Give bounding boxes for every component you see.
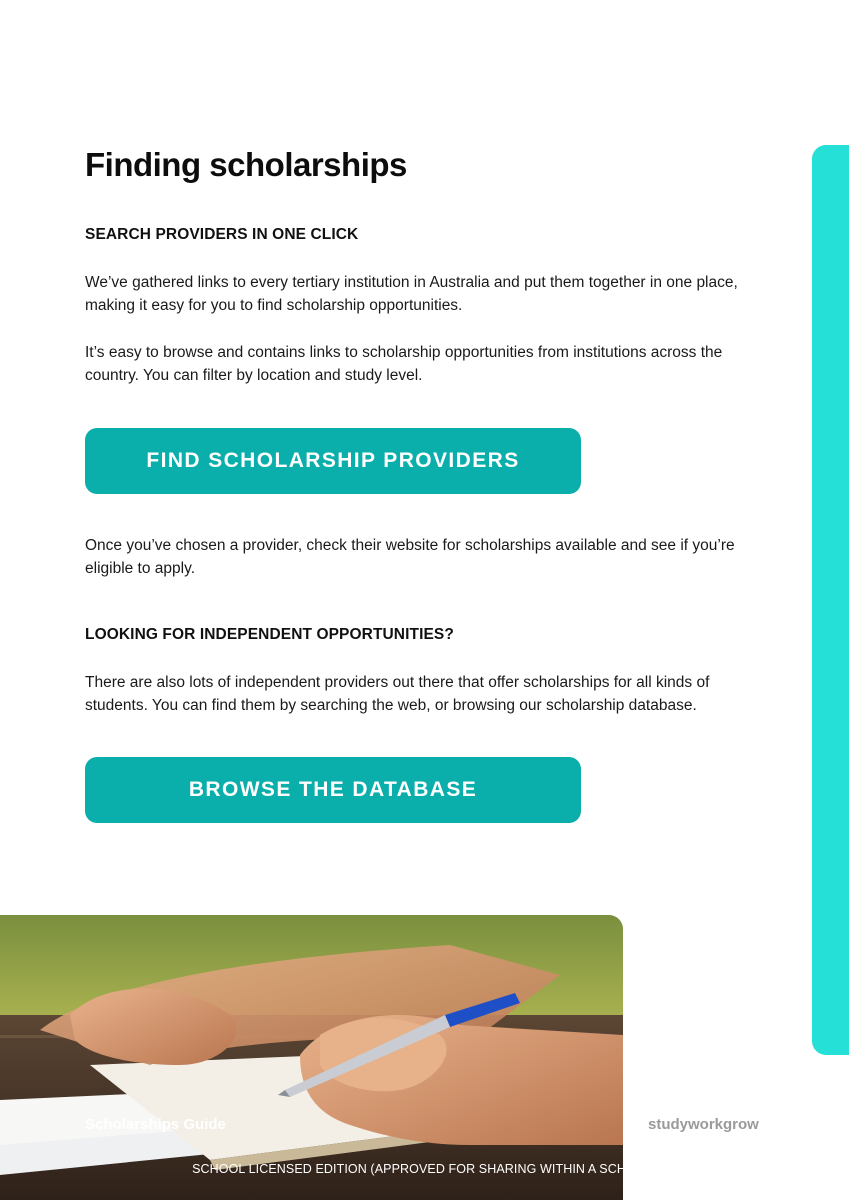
page-title: Finding scholarships bbox=[85, 146, 407, 183]
guide-name: Scholarships Guide bbox=[85, 1116, 226, 1133]
accent-side-bar bbox=[812, 145, 849, 1055]
section-heading-independent-opportunities: LOOKING FOR INDEPENDENT OPPORTUNITIES? bbox=[85, 626, 454, 643]
photo-hands-writing bbox=[0, 915, 623, 1200]
paragraph-independent-providers: There are also lots of independent providers out there that offer scholarships for all kinds of students. You can find them by searching the web, or browsing our scholarship database. bbox=[85, 674, 710, 714]
section-heading-search-providers: SEARCH PROVIDERS IN ONE CLICK bbox=[85, 226, 359, 243]
paragraph-gathered-links: We’ve gathered links to every tertiary institution in Australia and put them together in one place, making it easy for you to find scholarship opportunities. bbox=[85, 274, 738, 314]
browse-the-database-button[interactable]: BROWSE THE DATABASE bbox=[85, 757, 581, 823]
brand-name: studyworkgrow bbox=[648, 1116, 759, 1133]
paragraph-easy-browse: It’s easy to browse and contains links to scholarship opportunities from institutions across the country. You can filter by location and study level. bbox=[85, 344, 723, 384]
license-notice: SCHOOL LICENSED EDITION (APPROVED FOR SHARING WITHIN A SCHOOL) bbox=[192, 1162, 657, 1176]
paragraph-chosen-provider: Once you’ve chosen a provider, check their website for scholarships available and see if you’re eligible to apply. bbox=[85, 537, 735, 577]
find-scholarship-providers-button[interactable]: FIND SCHOLARSHIP PROVIDERS bbox=[85, 428, 581, 494]
